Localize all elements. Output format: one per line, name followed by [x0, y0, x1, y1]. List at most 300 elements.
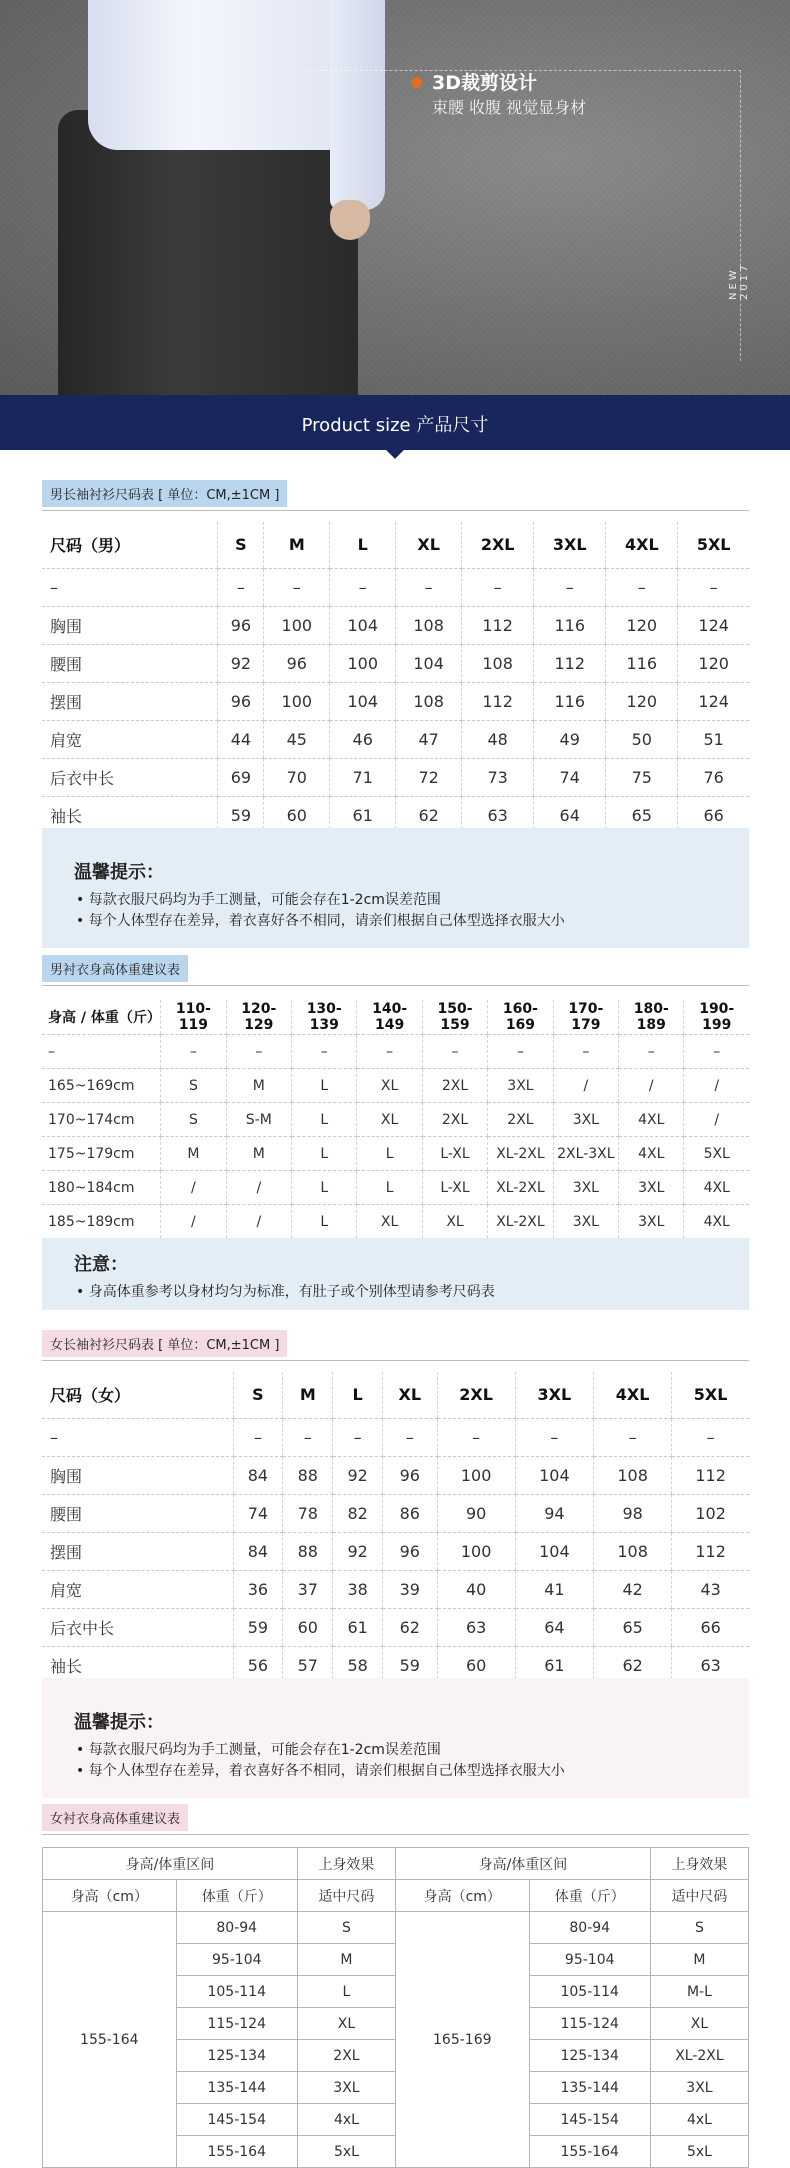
table-header-cell: 5XL — [678, 522, 749, 568]
table-cell: 50 — [606, 720, 678, 758]
table-cell: 104 — [396, 644, 462, 682]
table-cell: 108 — [594, 1532, 672, 1570]
table-cell: / — [161, 1171, 226, 1205]
table-cell: XL-2XL — [488, 1137, 553, 1171]
table-cell: – — [678, 568, 749, 606]
table-cell: 165-169 — [395, 1912, 529, 2168]
table-header-cell: 3XL — [534, 522, 606, 568]
table-cell: 94 — [515, 1494, 593, 1532]
table-cell: 96 — [264, 644, 330, 682]
table-cell: / — [619, 1069, 684, 1103]
table-cell: M — [297, 1944, 395, 1976]
table-cell: 体重（斤） — [529, 1880, 650, 1912]
table-cell: 后衣中长 — [42, 758, 218, 796]
table-cell: 63 — [462, 796, 534, 834]
table-header-cell: S — [233, 1372, 283, 1418]
table-cell: 胸围 — [42, 1456, 233, 1494]
table-cell: 100 — [437, 1456, 515, 1494]
table-row — [42, 1035, 749, 1069]
table-header-cell: 160-169 — [488, 1000, 553, 1035]
table-header-cell: 140-149 — [357, 1000, 422, 1035]
hero-vertical-mark: NEW 2017 — [728, 262, 750, 300]
table-cell: – — [42, 568, 218, 606]
table-header-cell: M — [283, 1372, 333, 1418]
table-cell: 60 — [264, 796, 330, 834]
table-row — [42, 682, 749, 720]
table-cell: 40 — [437, 1570, 515, 1608]
table-cell: 37 — [283, 1570, 333, 1608]
note-title: 注意： — [74, 1254, 128, 1275]
table-cell: – — [534, 568, 606, 606]
table-cell: 58 — [333, 1646, 383, 1684]
table-cell: 124 — [678, 606, 749, 644]
table-cell: M — [226, 1069, 291, 1103]
table-cell: 59 — [233, 1608, 283, 1646]
tip-item: • 每款衣服尺码均为手工测量，可能会存在1-2cm误差范围 — [76, 892, 441, 908]
table-cell: 120 — [678, 644, 749, 682]
table-cell: 4XL — [619, 1103, 684, 1137]
tip-item: • 每个人体型存在差异，着衣喜好各不相同，请亲们根据自己体型选择衣服大小 — [76, 1763, 565, 1779]
table-cell: 摆围 — [42, 1532, 233, 1570]
table-header-cell: 尺码（女） — [42, 1372, 233, 1418]
table-cell: 3XL — [553, 1171, 618, 1205]
table-header-row — [42, 522, 749, 568]
table-cell: 145-154 — [529, 2104, 650, 2136]
tip-item: • 每款衣服尺码均为手工测量，可能会存在1-2cm误差范围 — [76, 1742, 441, 1758]
table-cell: 96 — [218, 682, 264, 720]
table-row — [42, 1069, 749, 1103]
table-cell: 112 — [462, 682, 534, 720]
table-header-cell: 130-139 — [292, 1000, 357, 1035]
table-cell: 112 — [672, 1532, 749, 1570]
table-cell: 75 — [606, 758, 678, 796]
table-cell: 125-134 — [176, 2040, 297, 2072]
table-header-cell: 3XL — [515, 1372, 593, 1418]
table-cell: 2XL — [422, 1069, 487, 1103]
table-cell: – — [283, 1418, 333, 1456]
table-cell: 62 — [396, 796, 462, 834]
table-cell: 摆围 — [42, 682, 218, 720]
table-cell: 80-94 — [176, 1912, 297, 1944]
table-header-cell: L — [330, 522, 396, 568]
table-cell: 64 — [534, 796, 606, 834]
table-cell: – — [383, 1418, 437, 1456]
table-cell: 115-124 — [176, 2008, 297, 2040]
table-cell: XL — [357, 1069, 422, 1103]
table-header-cell: 2XL — [437, 1372, 515, 1418]
table-cell: 49 — [534, 720, 606, 758]
table-cell: 64 — [515, 1608, 593, 1646]
table-cell: 66 — [672, 1608, 749, 1646]
table-cell: 116 — [606, 644, 678, 682]
table-cell: 2XL-3XL — [553, 1137, 618, 1171]
table-cell: 上身效果 — [650, 1848, 748, 1880]
table-cell: 125-134 — [529, 2040, 650, 2072]
table-cell: / — [684, 1103, 749, 1137]
table-cell: 62 — [594, 1646, 672, 1684]
table-cell: 肩宽 — [42, 720, 218, 758]
women-shirt-tips — [42, 1678, 749, 1798]
table-cell: 60 — [283, 1608, 333, 1646]
table-cell: 96 — [383, 1532, 437, 1570]
table-cell: 115-124 — [529, 2008, 650, 2040]
table-header-cell: 180-189 — [619, 1000, 684, 1035]
table-cell: – — [264, 568, 330, 606]
table-cell: 175~179cm — [42, 1137, 161, 1171]
table-cell: 3XL — [297, 2072, 395, 2104]
table-cell: 95-104 — [176, 1944, 297, 1976]
table-sub-header-row — [43, 1880, 749, 1912]
table-cell: S — [161, 1069, 226, 1103]
table-cell: – — [684, 1035, 749, 1069]
table-cell: 100 — [437, 1532, 515, 1570]
table-cell: S — [297, 1912, 395, 1944]
table-cell: 57 — [283, 1646, 333, 1684]
table-cell: XL-2XL — [650, 2040, 748, 2072]
table-header-cell: 4XL — [606, 522, 678, 568]
table-header-cell: 190-199 — [684, 1000, 749, 1035]
table-cell: 腰围 — [42, 1494, 233, 1532]
table-cell: XL — [650, 2008, 748, 2040]
table-cell: 61 — [333, 1608, 383, 1646]
table-cell: 腰围 — [42, 644, 218, 682]
table-cell: 84 — [233, 1532, 283, 1570]
table-cell: 74 — [233, 1494, 283, 1532]
table-cell: 116 — [534, 606, 606, 644]
table-cell: 112 — [534, 644, 606, 682]
women-shirt-section-header — [42, 1330, 749, 1361]
table-cell: 5xL — [297, 2136, 395, 2168]
table-cell: 4XL — [619, 1137, 684, 1171]
table-cell: 82 — [333, 1494, 383, 1532]
table-cell: L — [292, 1137, 357, 1171]
table-cell: 92 — [333, 1456, 383, 1494]
banner-title: Product size 产品尺寸 — [301, 415, 489, 436]
table-cell: 155-164 — [529, 2136, 650, 2168]
table-cell: – — [42, 1035, 161, 1069]
table-cell: 120 — [606, 682, 678, 720]
table-cell: L — [292, 1069, 357, 1103]
table-row — [42, 644, 749, 682]
table-header-cell: S — [218, 522, 264, 568]
table-header-cell: XL — [396, 522, 462, 568]
table-cell: 体重（斤） — [176, 1880, 297, 1912]
table-header-row — [42, 1000, 749, 1035]
men-rec-tag: 男衬衣身高体重建议表 — [42, 955, 188, 982]
table-cell: 后衣中长 — [42, 1608, 233, 1646]
table-header-cell: M — [264, 522, 330, 568]
table-row — [43, 1912, 749, 1944]
table-header-cell: 4XL — [594, 1372, 672, 1418]
table-group-header-row — [43, 1848, 749, 1880]
table-cell: / — [226, 1171, 291, 1205]
table-cell: 36 — [233, 1570, 283, 1608]
table-cell: – — [606, 568, 678, 606]
table-cell: XL-2XL — [488, 1205, 553, 1239]
table-cell: 42 — [594, 1570, 672, 1608]
table-cell: L-XL — [422, 1171, 487, 1205]
table-cell: 63 — [672, 1646, 749, 1684]
table-cell: 108 — [594, 1456, 672, 1494]
table-cell: – — [553, 1035, 618, 1069]
table-cell: 104 — [330, 682, 396, 720]
note-item: • 身高体重参考以身材均匀为标准，有肚子或个别体型请参考尺码表 — [76, 1284, 495, 1300]
table-cell: 88 — [283, 1456, 333, 1494]
table-cell: 适中尺码 — [650, 1880, 748, 1912]
table-cell: 3XL — [619, 1171, 684, 1205]
table-cell: 71 — [330, 758, 396, 796]
table-cell: 身高（cm） — [395, 1880, 529, 1912]
table-row — [42, 1456, 749, 1494]
table-header-cell: 120-129 — [226, 1000, 291, 1035]
table-row — [42, 1608, 749, 1646]
table-cell: 112 — [462, 606, 534, 644]
table-cell: 3XL — [650, 2072, 748, 2104]
tip-item: • 每个人体型存在差异，着衣喜好各不相同，请亲们根据自己体型选择衣服大小 — [76, 913, 565, 929]
table-cell: 38 — [333, 1570, 383, 1608]
table-cell: 61 — [330, 796, 396, 834]
table-cell: 180~184cm — [42, 1171, 161, 1205]
table-header-cell: 150-159 — [422, 1000, 487, 1035]
table-cell: 100 — [264, 606, 330, 644]
table-cell: L — [297, 1976, 395, 2008]
table-cell: 185~189cm — [42, 1205, 161, 1239]
women-rec-section-header — [42, 1804, 749, 1835]
table-cell: S — [161, 1103, 226, 1137]
table-cell: 86 — [383, 1494, 437, 1532]
table-cell: 4xL — [650, 2104, 748, 2136]
table-cell: 104 — [515, 1456, 593, 1494]
table-cell: 2XL — [422, 1103, 487, 1137]
table-header-cell: XL — [383, 1372, 437, 1418]
table-cell: 84 — [233, 1456, 283, 1494]
table-cell: 39 — [383, 1570, 437, 1608]
women-rec-tag: 女衬衣身高体重建议表 — [42, 1804, 188, 1831]
table-cell: 155-164 — [176, 2136, 297, 2168]
men-rec-note — [42, 1238, 749, 1310]
table-cell: – — [672, 1418, 749, 1456]
table-cell: 78 — [283, 1494, 333, 1532]
table-cell: 90 — [437, 1494, 515, 1532]
table-cell: 124 — [678, 682, 749, 720]
table-cell: 胸围 — [42, 606, 218, 644]
table-cell: 96 — [218, 606, 264, 644]
table-cell: 身高（cm） — [43, 1880, 177, 1912]
section-banner — [0, 395, 790, 450]
table-cell: L-XL — [422, 1137, 487, 1171]
table-cell: 108 — [396, 606, 462, 644]
table-cell: – — [42, 1418, 233, 1456]
table-row — [42, 1570, 749, 1608]
women-shirt-tag: 女长袖衬衫尺码表 [ 单位：CM,±1CM ] — [42, 1330, 287, 1357]
table-cell: – — [422, 1035, 487, 1069]
table-cell: XL — [297, 2008, 395, 2040]
women-shirt-size-table — [42, 1372, 749, 1685]
table-row — [42, 1205, 749, 1239]
table-cell: 59 — [383, 1646, 437, 1684]
table-cell: 5xL — [650, 2136, 748, 2168]
table-cell: – — [161, 1035, 226, 1069]
table-row — [42, 758, 749, 796]
table-cell: 66 — [678, 796, 749, 834]
table-row — [42, 720, 749, 758]
table-cell: 61 — [515, 1646, 593, 1684]
table-cell: 135-144 — [176, 2072, 297, 2104]
table-cell: – — [292, 1035, 357, 1069]
table-cell: / — [553, 1069, 618, 1103]
men-shirt-tips — [42, 828, 749, 948]
table-cell: 170~174cm — [42, 1103, 161, 1137]
bullet-dot-icon — [411, 77, 422, 88]
table-cell: M — [650, 1944, 748, 1976]
table-cell: 70 — [264, 758, 330, 796]
men-shirt-size-table — [42, 522, 749, 835]
table-row — [42, 606, 749, 644]
table-cell: – — [330, 568, 396, 606]
table-row — [42, 1137, 749, 1171]
table-cell: 48 — [462, 720, 534, 758]
table-cell: / — [161, 1205, 226, 1239]
table-cell: 2XL — [297, 2040, 395, 2072]
table-cell: – — [333, 1418, 383, 1456]
table-cell: 105-114 — [176, 1976, 297, 2008]
table-cell: 95-104 — [529, 1944, 650, 1976]
table-cell: 41 — [515, 1570, 593, 1608]
table-row — [42, 1171, 749, 1205]
table-cell: 5XL — [684, 1137, 749, 1171]
table-cell: 112 — [672, 1456, 749, 1494]
table-cell: – — [515, 1418, 593, 1456]
men-shirt-tag: 男长袖衬衫尺码表 [ 单位：CM,±1CM ] — [42, 480, 287, 507]
table-cell: 100 — [264, 682, 330, 720]
table-cell: 98 — [594, 1494, 672, 1532]
table-row — [42, 1494, 749, 1532]
table-cell: / — [226, 1205, 291, 1239]
table-cell: 59 — [218, 796, 264, 834]
table-cell: 47 — [396, 720, 462, 758]
table-cell: 适中尺码 — [297, 1880, 395, 1912]
table-cell: 105-114 — [529, 1976, 650, 2008]
table-row — [42, 1532, 749, 1570]
table-cell: 51 — [678, 720, 749, 758]
table-cell: 155-164 — [43, 1912, 177, 2168]
table-cell: – — [437, 1418, 515, 1456]
table-cell: XL — [357, 1103, 422, 1137]
table-cell: 46 — [330, 720, 396, 758]
table-cell: 116 — [534, 682, 606, 720]
table-cell: 4XL — [684, 1205, 749, 1239]
table-cell: 102 — [672, 1494, 749, 1532]
men-rec-section-header — [42, 955, 749, 986]
table-cell: 60 — [437, 1646, 515, 1684]
table-cell: 88 — [283, 1532, 333, 1570]
table-cell: 74 — [534, 758, 606, 796]
table-cell: – — [218, 568, 264, 606]
table-cell: 92 — [218, 644, 264, 682]
table-row — [42, 1103, 749, 1137]
table-header-cell: 5XL — [672, 1372, 749, 1418]
table-cell: 96 — [383, 1456, 437, 1494]
table-cell: S-M — [226, 1103, 291, 1137]
table-cell: 4XL — [684, 1171, 749, 1205]
table-cell: L — [292, 1205, 357, 1239]
table-cell: 3XL — [553, 1205, 618, 1239]
table-cell: 108 — [462, 644, 534, 682]
table-cell: 80-94 — [529, 1912, 650, 1944]
table-cell: 43 — [672, 1570, 749, 1608]
table-cell: 62 — [383, 1608, 437, 1646]
table-cell: – — [488, 1035, 553, 1069]
table-cell: – — [396, 568, 462, 606]
table-header-row — [42, 1372, 749, 1418]
table-cell: 135-144 — [529, 2072, 650, 2104]
table-cell: 108 — [396, 682, 462, 720]
table-header-cell: 110-119 — [161, 1000, 226, 1035]
table-cell: 65 — [594, 1608, 672, 1646]
table-cell: 120 — [606, 606, 678, 644]
table-cell: 145-154 — [176, 2104, 297, 2136]
table-cell: M — [226, 1137, 291, 1171]
table-cell: 4xL — [297, 2104, 395, 2136]
table-cell: 44 — [218, 720, 264, 758]
hero-subline: 束腰 收腹 视觉显身材 — [432, 98, 587, 117]
table-header-cell: L — [333, 1372, 383, 1418]
table-header-cell: 170-179 — [553, 1000, 618, 1035]
table-cell: – — [357, 1035, 422, 1069]
table-cell: 76 — [678, 758, 749, 796]
table-cell: 104 — [515, 1532, 593, 1570]
table-cell: L — [292, 1103, 357, 1137]
table-cell: 69 — [218, 758, 264, 796]
table-cell: XL-2XL — [488, 1171, 553, 1205]
table-cell: 73 — [462, 758, 534, 796]
table-cell: 肩宽 — [42, 1570, 233, 1608]
table-header-cell: 2XL — [462, 522, 534, 568]
table-header-cell: 身高 / 体重（斤） — [42, 1000, 161, 1035]
table-cell: 身高/体重区间 — [43, 1848, 298, 1880]
table-cell: 上身效果 — [297, 1848, 395, 1880]
table-cell: 袖长 — [42, 796, 218, 834]
table-cell: 56 — [233, 1646, 283, 1684]
table-cell: 3XL — [619, 1205, 684, 1239]
table-row — [42, 568, 749, 606]
table-cell: – — [462, 568, 534, 606]
table-cell: – — [226, 1035, 291, 1069]
table-cell: 63 — [437, 1608, 515, 1646]
table-cell: M-L — [650, 1976, 748, 2008]
table-cell: 身高/体重区间 — [395, 1848, 650, 1880]
table-cell: – — [233, 1418, 283, 1456]
table-cell: L — [357, 1137, 422, 1171]
table-cell: – — [594, 1418, 672, 1456]
table-cell: 72 — [396, 758, 462, 796]
table-cell: 3XL — [488, 1069, 553, 1103]
men-shirt-section-header — [42, 480, 749, 511]
men-rec-table — [42, 1000, 749, 1239]
table-cell: 165~169cm — [42, 1069, 161, 1103]
table-cell: – — [619, 1035, 684, 1069]
women-rec-table — [42, 1847, 749, 2168]
hero-image — [0, 0, 790, 395]
banner-notch — [385, 439, 405, 459]
table-cell: 袖长 — [42, 1646, 233, 1684]
table-cell: 65 — [606, 796, 678, 834]
table-header-cell: 尺码（男） — [42, 522, 218, 568]
table-cell: S — [650, 1912, 748, 1944]
table-cell: L — [292, 1171, 357, 1205]
table-cell: 2XL — [488, 1103, 553, 1137]
table-cell: 3XL — [553, 1103, 618, 1137]
